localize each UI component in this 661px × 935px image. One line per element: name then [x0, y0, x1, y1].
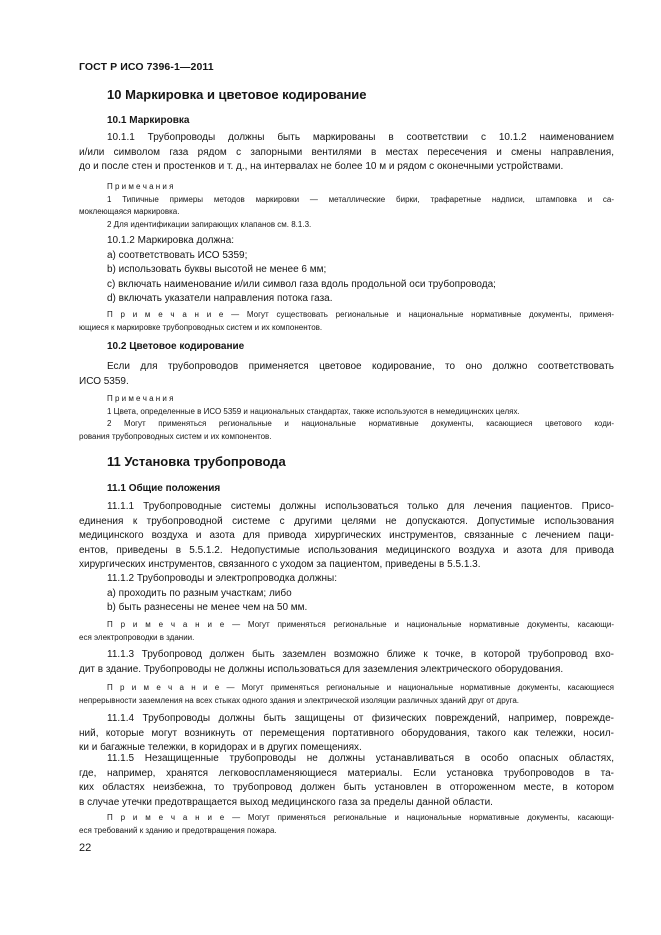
- paragraph-11-1-3: [79, 648, 614, 677]
- list-item: b) быть разнесены не менее чем на 50 мм.: [107, 602, 308, 614]
- note-11-1-2: [79, 619, 614, 644]
- paragraph-11-1-4: [79, 712, 614, 756]
- page-number: 22: [79, 842, 92, 854]
- note-line: моклеющаяся маркировка.: [79, 207, 180, 216]
- note-text: — Могут существовать региональные и национальные нормативные документы, применя-: [223, 310, 615, 319]
- text-line: дит в здание. Трубопроводы не должны использоваться для заземления электрического оборудования.: [79, 663, 564, 675]
- text-line: ки и багажные тележки, в коридорах и в других помещениях.: [79, 742, 362, 753]
- text-line: и/или символом газа рядом с запорными вентилями в местах пересечения и смены направления,: [79, 146, 614, 158]
- text-line: ИСО 5359.: [79, 375, 129, 387]
- paragraph-11-1-5: [79, 752, 614, 810]
- note-label: П р и м е ч а н и е: [107, 813, 225, 822]
- piping-wiring-list: [107, 572, 337, 616]
- note-10-1-2: [79, 309, 614, 334]
- notes-title: П р и м е ч а н и я: [107, 394, 174, 403]
- text-line: в случае утечки предотвращается выход медицинского газа за пределы данной области.: [79, 796, 493, 808]
- text-line: медицинского воздуха и азота для привода хирургических инструментов, связанные с лечением паци-: [79, 530, 614, 541]
- text-line: 10.1.1 Трубопроводы должны быть маркированы в соответствии с 10.1.2 наименованием: [107, 132, 614, 143]
- paragraph-11-1-1: [79, 500, 614, 573]
- paragraph-10-1-1: [79, 131, 614, 175]
- section-10-2-title: 10.2 Цветовое кодирование: [107, 341, 245, 352]
- list-item: a) соответствовать ИСО 5359;: [107, 249, 248, 261]
- note-line: [79, 682, 614, 695]
- text-line: ентов, приведены в 5.5.1.2. Недопустимые использования медицинского воздуха и азота для привода: [79, 544, 614, 556]
- note-line: ющиеся к маркировке трубопроводных систем и их компонентов.: [79, 322, 323, 332]
- note-line: [79, 309, 614, 322]
- note-line: рования трубопроводных систем и их компонентов.: [79, 431, 272, 441]
- section-10-1-title: 10.1 Маркировка: [107, 115, 190, 126]
- note-line: 1 Типичные примеры методов маркировки — металлические бирки, трафаретные надписи, штамповка и са-: [107, 194, 614, 204]
- note-line: еся требований к зданию и предотвращения пожара.: [79, 825, 277, 835]
- note-text: — Могут применяться региональные и национальные нормативные документы, касающи-: [224, 813, 614, 822]
- paragraph-10-2: [79, 360, 614, 389]
- text-line: 11.1.5 Незащищенные трубопроводы не должны устанавливаться в особо опасных областях,: [107, 753, 614, 764]
- text-line: ких областях неизбежна, то трубопровод должен быть установлен в отгороженном месте, в котором: [79, 782, 614, 793]
- note-text: — Могут применяться региональные и национальные нормативные документы, касающиеся: [219, 683, 614, 692]
- note-line: [79, 812, 614, 825]
- list-item: b) использовать буквы высотой не менее 6 мм;: [107, 264, 327, 276]
- list-item: a) проходить по разным участкам; либо: [107, 587, 292, 599]
- text-line: единения к трубопроводной системе с другими целями не допускаются. Допустимые использования: [79, 515, 614, 527]
- section-10-title: 10 Маркировка и цветовое кодирование: [107, 87, 367, 102]
- notes-10-1: [79, 181, 614, 231]
- notes-title: П р и м е ч а н и я: [107, 182, 174, 191]
- note-line: еся электропроводки в здании.: [79, 632, 195, 642]
- text-line: Если для трубопроводов применяется цветовое кодирование, то оно должно соответствовать: [107, 361, 614, 372]
- text-line: 11.1.4 Трубопроводы должны быть защищены от физических повреждений, например, поврежде-: [107, 713, 614, 724]
- text-line: 11.1.3 Трубопровод должен быть заземлен возможно ближе к точке, в которой трубопровод вхо-: [107, 649, 614, 660]
- list-item: d) включать указатели направления потока газа.: [107, 293, 333, 305]
- list-intro: 11.1.2 Трубопроводы и электропроводка должны:: [107, 573, 337, 584]
- text-line: 11.1.1 Трубопроводные системы должны использоваться только для лечения пациентов. Присо-: [107, 501, 614, 512]
- note-11-1-3: [79, 682, 614, 707]
- text-line: до и после стен и простенков и т. д., на интервалах не более 10 м и рядом с оконечными устройствами.: [79, 161, 564, 172]
- section-11-1-title: 11.1 Общие положения: [107, 483, 221, 494]
- note-line: 1 Цвета, определенные в ИСО 5359 и национальных стандартах, также используются в немедицинских целях.: [107, 406, 520, 416]
- document-header: ГОСТ Р ИСО 7396-1—2011: [79, 61, 214, 73]
- note-line: непрерывности заземления на всех стыках одного здания и электрической изоляции различных зданий друг от друга.: [79, 695, 519, 705]
- note-line: 2 Могут применяться региональные и национальные нормативные документы, касающиеся цветового коди-: [107, 419, 614, 428]
- note-line: [79, 619, 614, 632]
- note-label: П р и м е ч а н и е: [107, 310, 224, 319]
- note-11-1-5: [79, 812, 614, 837]
- marking-requirements-list: [107, 234, 496, 307]
- note-label: П р и м е ч а н и е: [107, 683, 220, 692]
- text-line: хирургических инструментов, связанного с уходом за пациентом, приведены в 5.5.1.3.: [79, 559, 481, 570]
- note-text: — Могут применяться региональные и национальные нормативные документы, касающи-: [224, 620, 614, 629]
- note-label: П р и м е ч а н и е: [107, 620, 225, 629]
- list-item: c) включать наименование и/или символ газа вдоль продольной оси трубопровода;: [107, 278, 496, 290]
- text-line: где, например, хранятся легковоспламеняющиеся материалы. Если установка трубопроводов в та-: [79, 767, 614, 779]
- note-line: 2 Для идентификации запирающих клапанов см. 8.1.3.: [107, 219, 312, 229]
- list-intro: 10.1.2 Маркировка должна:: [107, 235, 235, 246]
- notes-10-2: [79, 393, 614, 443]
- section-11-title: 11 Установка трубопровода: [107, 454, 286, 469]
- text-line: ний, которые могут возникнуть от перемещения портативного оборудования, такого как тележки, носил-: [79, 727, 614, 739]
